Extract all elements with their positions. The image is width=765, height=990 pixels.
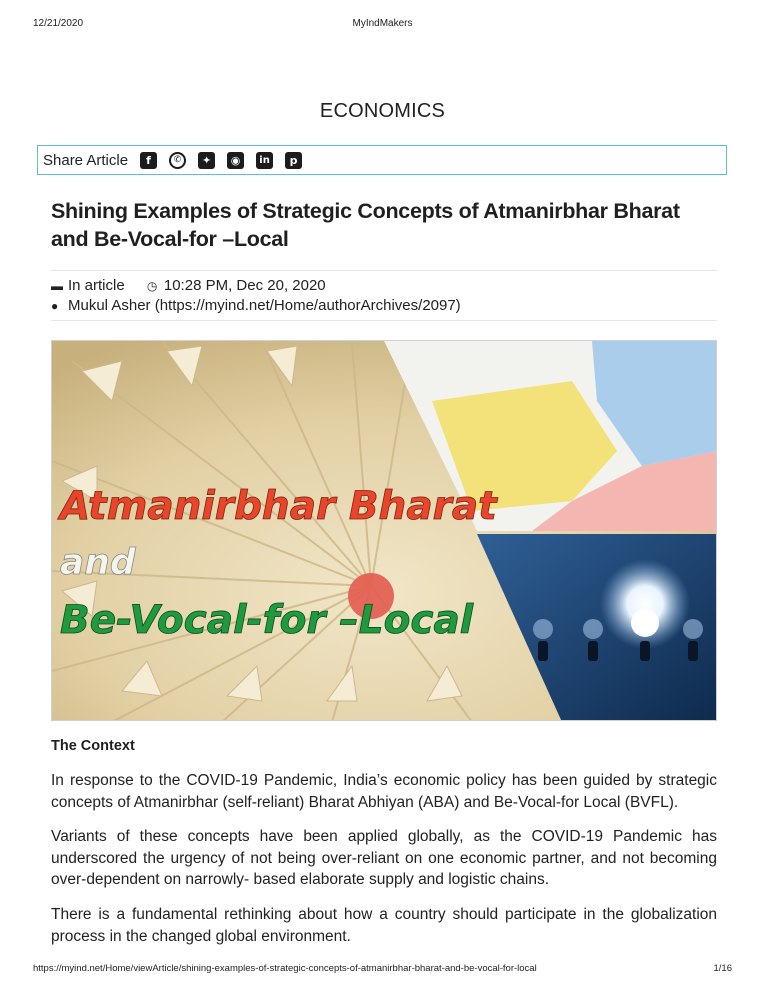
user-icon: ● bbox=[51, 299, 59, 313]
facebook-icon[interactable]: f bbox=[140, 152, 157, 169]
section-heading: The Context bbox=[51, 738, 135, 754]
article-category-label[interactable]: In article bbox=[68, 277, 125, 294]
paragraph: Variants of these concepts have been applied globally, as the COVID-19 Pandemic has underscored the urgency of not being over-reliant on one economic partner, and not becoming over-dependent on narrowly- based elaborate supply and logistic chains. bbox=[51, 828, 717, 888]
hero-line-3: Be-Vocal-for –Local bbox=[60, 598, 474, 643]
reddit-icon[interactable]: ◉ bbox=[227, 152, 244, 169]
whatsapp-icon[interactable]: ✆ bbox=[169, 152, 186, 169]
print-url: https://myind.net/Home/viewArticle/shining-examples-of-strategic-concepts-of-atmanirbhar-bharat-and-be-vocal-for-local bbox=[33, 963, 537, 974]
article-meta-line bbox=[51, 277, 326, 294]
twitter-icon[interactable]: ✦ bbox=[198, 152, 215, 169]
article-author[interactable]: Mukul Asher (https://myind.net/Home/authorArchives/2097) bbox=[68, 297, 461, 314]
divider bbox=[51, 270, 717, 271]
article-author-line bbox=[51, 297, 461, 314]
divider bbox=[51, 320, 717, 321]
hero-image bbox=[51, 340, 717, 721]
print-date: 12/21/2020 bbox=[33, 18, 84, 29]
category-heading[interactable]: ECONOMICS bbox=[319, 100, 446, 122]
paragraph: In response to the COVID-19 Pandemic, India’s economic policy has been guided by strategic concepts of Atmanirbhar (self-reliant) Bharat Abhiyan (ABA) and Be-Vocal-for Local (BVFL). bbox=[51, 772, 717, 811]
share-label: Share Article bbox=[43, 151, 129, 169]
hero-line-1: Atmanirbhar Bharat bbox=[60, 484, 497, 529]
hero-line-2: and bbox=[60, 542, 136, 583]
clock-icon: ◷ bbox=[146, 279, 158, 293]
article-title: Shining Examples of Strategic Concepts of Atmanirbhar Bharat and Be-Vocal-for –Local bbox=[51, 199, 680, 251]
folder-icon: ▬ bbox=[51, 279, 63, 293]
page-number: 1/16 bbox=[713, 963, 732, 974]
lit-bulb bbox=[631, 609, 659, 637]
print-site-name: MyIndMakers bbox=[352, 18, 413, 29]
share-bar bbox=[37, 145, 727, 175]
article-datetime: 10:28 PM, Dec 20, 2020 bbox=[163, 277, 326, 294]
linkedin-icon[interactable]: in bbox=[256, 152, 273, 169]
pinterest-icon[interactable]: p bbox=[285, 152, 302, 169]
paragraph: There is a fundamental rethinking about how a country should participate in the globalization process in the changed global environment. bbox=[51, 906, 717, 945]
